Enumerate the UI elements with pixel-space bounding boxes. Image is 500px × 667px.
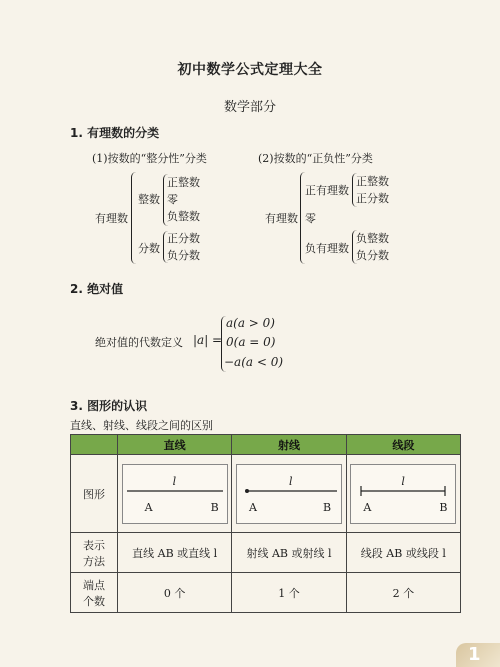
fig-label-b: B bbox=[210, 500, 219, 514]
right-zero: 零 bbox=[305, 212, 316, 225]
segment-figure bbox=[351, 465, 455, 523]
abs-case: a(a > 0) bbox=[226, 316, 275, 330]
left-caption: (1)按数的“整分性”分类 bbox=[92, 152, 207, 165]
page-subtitle: 数学部分 bbox=[223, 100, 276, 115]
table-row bbox=[71, 573, 461, 613]
left-g2-item: 负分数 bbox=[167, 249, 200, 262]
row-label-repr-line: 表示 bbox=[83, 538, 105, 552]
row-label-endpoints-line: 端点 bbox=[83, 578, 105, 592]
ray-figure bbox=[237, 465, 341, 523]
abs-label: 绝对值的代数定义 bbox=[95, 336, 183, 349]
left-g2-item: 正分数 bbox=[167, 232, 200, 245]
fig-label-a: A bbox=[248, 500, 257, 514]
repr-line: 直线 AB 或直线 l bbox=[118, 533, 232, 573]
line-figure bbox=[123, 465, 227, 523]
left-g1: 整数 bbox=[138, 193, 160, 206]
fig-label-l: l bbox=[288, 474, 293, 488]
fig-label-a: A bbox=[363, 500, 372, 514]
lines-comparison-table bbox=[70, 434, 461, 613]
fig-box bbox=[122, 464, 228, 524]
right-caption: (2)按数的“正负性”分类 bbox=[258, 152, 373, 165]
left-brace-outer bbox=[131, 172, 136, 264]
table-row bbox=[71, 533, 461, 573]
section-heading-rational: 1. 有理数的分类 bbox=[70, 126, 160, 140]
fig-box bbox=[236, 464, 342, 524]
left-root: 有理数 bbox=[95, 212, 128, 225]
col-header-segment: 线段 bbox=[346, 435, 460, 455]
page-number-tab bbox=[456, 643, 500, 667]
table-header-row bbox=[71, 435, 461, 455]
col-header-ray: 射线 bbox=[232, 435, 346, 455]
fig-box bbox=[350, 464, 456, 524]
fig-label-l: l bbox=[172, 474, 177, 488]
endpoints-segment: 2 个 bbox=[346, 573, 460, 613]
table-row bbox=[71, 455, 461, 533]
row-label-repr bbox=[71, 533, 118, 573]
figures-intro: 直线、射线、线段之间的区别 bbox=[70, 419, 213, 432]
col-header-line: 直线 bbox=[118, 435, 232, 455]
repr-segment: 线段 AB 或线段 l bbox=[346, 533, 460, 573]
section-heading-figures: 3. 图形的认识 bbox=[70, 399, 148, 413]
right-g1: 正有理数 bbox=[305, 184, 349, 197]
row-label-figure: 图形 bbox=[71, 455, 118, 533]
page-number: 1 bbox=[468, 644, 481, 665]
row-label-repr-line: 方法 bbox=[83, 554, 105, 568]
abs-case: −a(a < 0) bbox=[224, 355, 284, 369]
left-g1-item: 负整数 bbox=[167, 210, 200, 223]
repr-ray: 射线 AB 或射线 l bbox=[232, 533, 346, 573]
right-root: 有理数 bbox=[265, 212, 298, 225]
left-g2: 分数 bbox=[138, 242, 160, 255]
left-g1-item: 正整数 bbox=[167, 176, 200, 189]
right-g2: 负有理数 bbox=[305, 242, 349, 255]
page-title: 初中数学公式定理大全 bbox=[177, 62, 323, 78]
fig-label-b: B bbox=[439, 500, 448, 514]
fig-cell-line bbox=[118, 455, 232, 533]
right-g2-item: 负分数 bbox=[356, 249, 389, 262]
fig-label-l: l bbox=[401, 474, 405, 488]
fig-label-b: B bbox=[322, 500, 332, 514]
right-g1-item: 正整数 bbox=[356, 175, 389, 188]
row-label-endpoints bbox=[71, 573, 118, 613]
abs-case: 0(a = 0) bbox=[226, 335, 276, 349]
fig-cell-ray bbox=[232, 455, 346, 533]
abs-lhs: |a| = bbox=[193, 333, 223, 347]
endpoints-ray: 1 个 bbox=[232, 573, 346, 613]
endpoints-line: 0 个 bbox=[118, 573, 232, 613]
row-label-endpoints-line: 个数 bbox=[83, 594, 105, 608]
right-g2-item: 负整数 bbox=[356, 232, 389, 245]
fig-label-a: A bbox=[144, 500, 153, 514]
left-g1-item: 零 bbox=[167, 193, 178, 206]
table-corner bbox=[71, 435, 118, 455]
fig-cell-segment bbox=[346, 455, 460, 533]
right-g1-item: 正分数 bbox=[356, 192, 389, 205]
section-heading-absolute: 2. 绝对值 bbox=[70, 282, 124, 296]
